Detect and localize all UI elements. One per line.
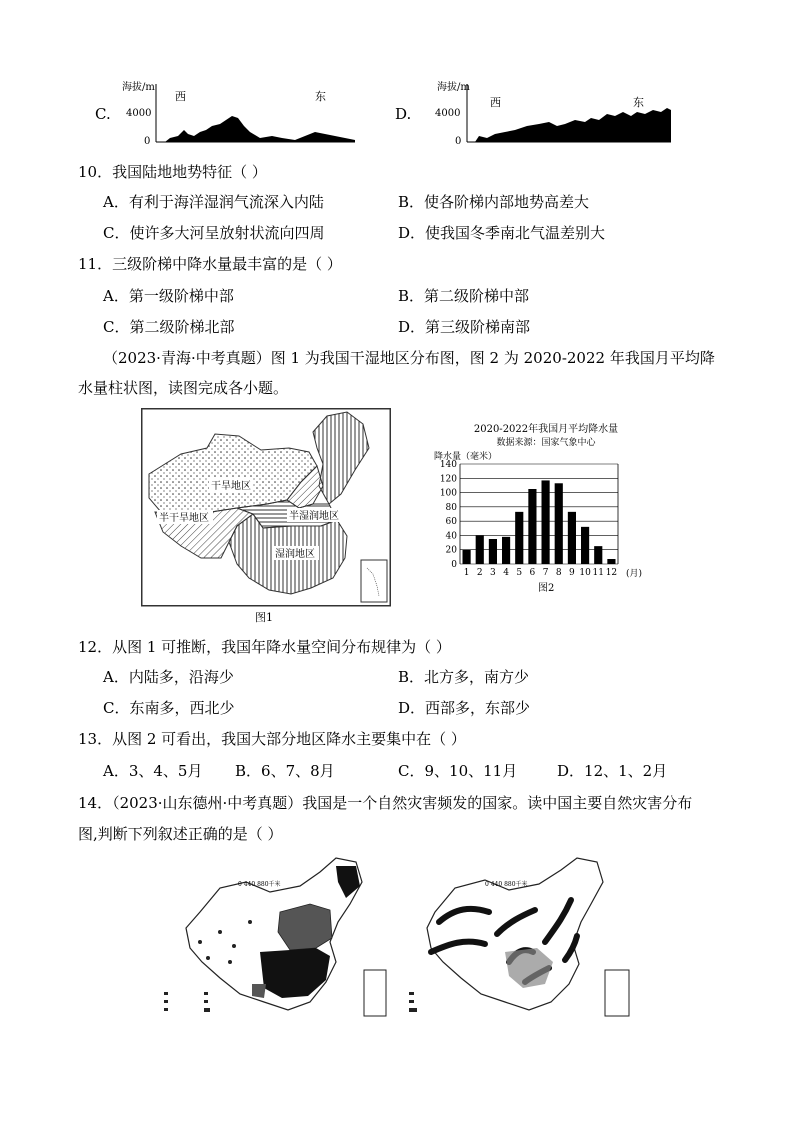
figure-2 — [428, 420, 658, 600]
figure-2-caption: 图2 — [538, 583, 555, 594]
bar-month-10 — [581, 527, 589, 564]
q10-option-d[interactable]: D．使我国冬季南北气温差别大 — [398, 224, 606, 242]
q11-option-a[interactable]: A．第一级阶梯中部 — [103, 287, 234, 305]
figure-1-caption: 图1 — [255, 611, 273, 624]
q13-option-a[interactable]: A．3、4、5月 — [103, 762, 203, 780]
x-tick-label: 3 — [490, 568, 496, 578]
q13-option-d[interactable]: D．12、1、2月 — [557, 762, 668, 780]
bar-month-6 — [528, 489, 536, 564]
tick-4000: 4000 — [435, 108, 461, 119]
profile-c — [95, 80, 355, 150]
label-arid: 干旱地区 — [211, 481, 251, 492]
q13-stem: 13．从图 2 可看出，我国大部分地区降水主要集中在（ ） — [78, 730, 466, 748]
y-tick-label: 60 — [445, 517, 457, 528]
label-semi-humid: 半湿润地区 — [289, 511, 339, 522]
q10-option-c[interactable]: C．使许多大河呈放射状流向四周 — [103, 224, 325, 242]
scale-text: 0 440 880千米 — [485, 881, 528, 888]
q14-line2: 图,判断下列叙述正确的是（ ） — [78, 825, 283, 843]
q12-stem: 12．从图 1 可推断，我国年降水量空间分布规律为（ ） — [78, 638, 451, 656]
q14-line1: 14．（2023·山东德州·中考真题）我国是一个自然灾害频发的国家。读中国主要自然灾害分布 — [78, 794, 693, 812]
axis-title: 海拔/m — [437, 82, 470, 93]
q11-stem: 11．三级阶梯中降水量最丰富的是（ ） — [78, 255, 342, 273]
profile-d — [395, 80, 685, 150]
q13-option-c[interactable]: C．9、10、11月 — [398, 762, 518, 780]
x-tick-label: 10 — [579, 568, 591, 578]
profile-c-graph — [120, 80, 360, 150]
q11-option-b[interactable]: B．第二级阶梯中部 — [398, 287, 530, 305]
y-tick-label: 80 — [445, 502, 457, 513]
x-tick-label: 6 — [529, 568, 536, 578]
bar-month-3 — [489, 539, 497, 564]
disaster-map-right — [405, 852, 635, 1027]
chart-subtitle: 数据来源：国家气象中心 — [496, 438, 596, 448]
q12-option-d[interactable]: D．西部多，东部少 — [398, 699, 531, 717]
q11-option-c[interactable]: C．第二级阶梯北部 — [103, 318, 235, 336]
tick-0: 0 — [455, 136, 462, 147]
y-tick-label: 100 — [439, 488, 457, 499]
q13-option-b[interactable]: B．6、7、8月 — [235, 762, 335, 780]
bar-month-2 — [476, 535, 484, 564]
scale-text: 0 440 880千米 — [238, 881, 281, 888]
q12-option-c[interactable]: C．东南多，西北少 — [103, 699, 235, 717]
tick-4000: 4000 — [126, 108, 152, 119]
q10-stem: 10．我国陆地地势特征（ ） — [78, 163, 267, 181]
y-tick-label: 120 — [439, 474, 457, 485]
x-tick-label: 7 — [542, 568, 549, 578]
chart-title: 2020-2022年我国月平均降水量 — [473, 424, 619, 435]
bar-month-4 — [502, 537, 510, 564]
disaster-map-left — [160, 852, 390, 1027]
x-tick-label: 11 — [592, 568, 604, 578]
y-axis-label: 降水量（毫米） — [434, 452, 498, 462]
bar-month-7 — [542, 480, 550, 564]
profile-d-graph — [435, 80, 675, 150]
west-label: 西 — [490, 96, 501, 109]
bar-month-11 — [594, 546, 602, 564]
disaster-map-right-graphic — [405, 852, 635, 1027]
east-label: 东 — [633, 96, 644, 109]
x-tick-label: 5 — [516, 568, 523, 578]
y-tick-label: 0 — [451, 560, 457, 570]
option-c-label: C. — [95, 105, 111, 123]
monthly-rainfall-chart — [428, 420, 658, 600]
x-tick-label: 9 — [569, 568, 575, 578]
axis-title: 海拔/m — [122, 82, 155, 93]
q12-option-a[interactable]: A．内陆多，沿海少 — [103, 668, 234, 686]
bar-month-1 — [463, 550, 471, 564]
q11-option-d[interactable]: D．第三级阶梯南部 — [398, 318, 531, 336]
bar-month-5 — [515, 512, 523, 564]
q10-option-a[interactable]: A．有利于海洋湿润气流深入内陆 — [103, 193, 324, 211]
x-tick-label: 8 — [555, 568, 562, 578]
y-tick-label: 140 — [439, 460, 457, 470]
figure-1 — [141, 408, 391, 628]
intro-line2: 水量柱状图，读图完成各小题。 — [78, 379, 289, 397]
west-label: 西 — [175, 90, 186, 103]
x-tick-label: 2 — [476, 568, 483, 578]
label-humid: 湿润地区 — [275, 549, 315, 560]
y-tick-label: 20 — [445, 545, 457, 556]
intro-line1: （2023·青海·中考真题）图 1 为我国干湿地区分布图，图 2 为 2020-2022 年我国月平均降 — [103, 349, 715, 367]
option-d-label: D. — [395, 105, 412, 123]
x-tick-label: 1 — [463, 568, 470, 578]
label-semi-arid: 半干旱地区 — [159, 513, 209, 524]
x-tick-label: 12 — [605, 568, 618, 578]
y-tick-label: 40 — [445, 531, 457, 542]
x-tick-label: 4 — [503, 568, 509, 578]
bar-month-12 — [607, 559, 615, 564]
q12-option-b[interactable]: B．北方多，南方少 — [398, 668, 530, 686]
bar-month-9 — [568, 512, 576, 564]
east-label: 东 — [315, 90, 326, 103]
q10-option-b[interactable]: B．使各阶梯内部地势高差大 — [398, 193, 590, 211]
x-axis-label: (月) — [626, 569, 643, 579]
tick-0: 0 — [144, 136, 151, 147]
disaster-map-left-graphic — [160, 852, 390, 1027]
dry-wet-map — [141, 408, 391, 628]
bar-month-8 — [555, 483, 563, 564]
